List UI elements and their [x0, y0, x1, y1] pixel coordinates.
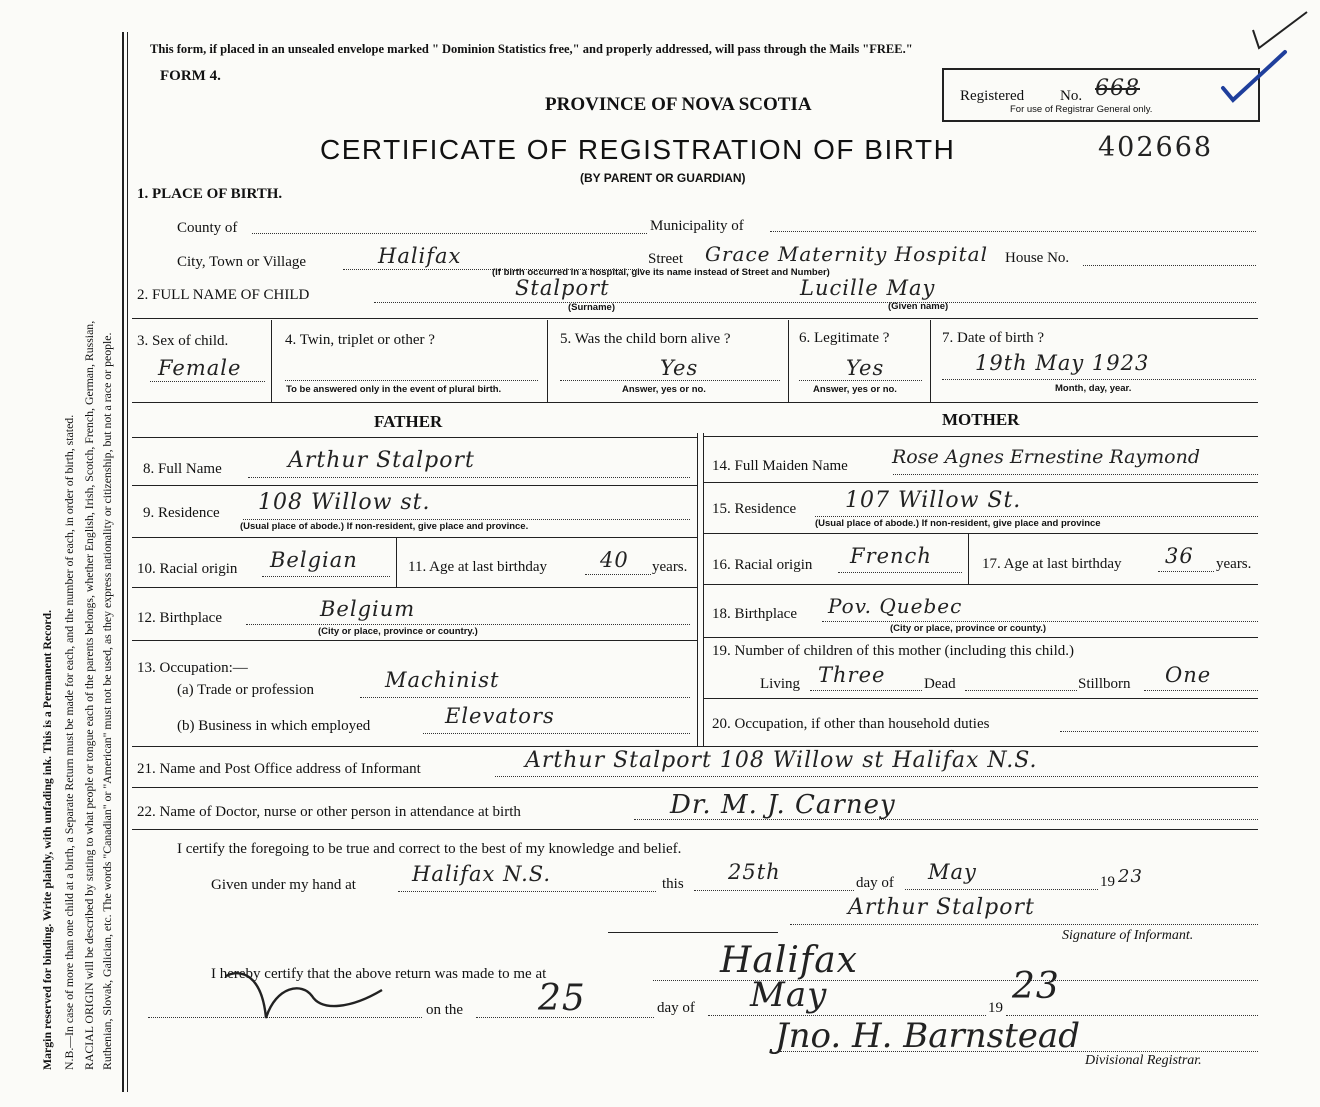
certify-statement: I certify the foregoing to be true and correct to the best of my knowledge and belief.	[177, 841, 682, 857]
divider-6-7	[930, 320, 931, 402]
informant-signature-line	[790, 924, 1258, 925]
child-surname: Stalport	[515, 276, 610, 300]
twin-line	[285, 380, 538, 381]
legitimate-label: 6. Legitimate ?	[799, 330, 890, 346]
day-of-value: May	[928, 860, 977, 884]
registered-number: 668	[1095, 76, 1140, 101]
twin-note: To be answered only in the event of plural birth.	[286, 384, 502, 395]
registrar-statement: I hereby certify that the above return was made to me at	[211, 966, 547, 982]
given-place-line	[398, 891, 656, 892]
mother-birthplace-caption: (City or place, province or county.)	[890, 623, 1047, 634]
rule-row-16	[703, 584, 1258, 585]
business-value: Elevators	[445, 704, 555, 728]
stillborn-value: One	[1165, 663, 1212, 687]
center-divider-b	[703, 433, 704, 746]
father-racial-line	[262, 576, 390, 577]
registrar-signature: Jno. H. Barnstead	[775, 1016, 1080, 1056]
on-the-label: on the	[426, 1002, 464, 1018]
date-of-birth-label: 7. Date of birth ?	[942, 330, 1045, 346]
dead-label: Dead	[924, 676, 956, 692]
registrar-day-of-label: day of	[657, 1000, 695, 1016]
mother-age-label: 17. Age at last birthday	[982, 556, 1122, 572]
rule-row-18	[703, 637, 1258, 638]
father-name-value: Arthur Stalport	[288, 448, 475, 473]
registrar-month-value: May	[750, 975, 828, 1015]
mother-occupation-label: 20. Occupation, if other than household duties	[712, 716, 990, 732]
living-label: Living	[760, 676, 800, 692]
divider-10-11	[396, 538, 397, 587]
rule-row-21	[132, 787, 1258, 788]
date-of-birth-caption: Month, day, year.	[1055, 383, 1132, 394]
mother-racial-value: French	[850, 544, 932, 568]
date-of-birth-line	[942, 379, 1256, 380]
binding-rule-1	[122, 32, 124, 1092]
informant-label: 21. Name and Post Office address of Informant	[137, 761, 421, 777]
year-value: 23	[1118, 866, 1143, 887]
living-value: Three	[818, 663, 886, 687]
surname-caption: (Surname)	[568, 302, 615, 313]
mother-birthplace-value: Pov. Quebec	[828, 594, 963, 618]
rule-row-10	[132, 587, 697, 588]
house-number-line	[1083, 265, 1256, 266]
registrar-year-value: 23	[1012, 966, 1060, 1007]
registrar-divider	[608, 932, 778, 933]
child-name-label: 2. FULL NAME OF CHILD	[137, 287, 310, 303]
father-residence-caption: (Usual place of abode.) If non-resident, give place and province.	[240, 521, 529, 532]
rule-row-19	[703, 698, 1258, 699]
father-racial-label: 10. Racial origin	[137, 561, 238, 577]
stillborn-line	[1144, 690, 1258, 691]
divider-3-4	[271, 320, 272, 402]
mother-residence-caption: (Usual place of abode.) If non-resident, give place and province	[815, 518, 1101, 529]
father-residence-line	[243, 519, 690, 520]
city-label: City, Town or Village	[177, 254, 307, 270]
this-label: this	[662, 876, 684, 892]
year-prefix: 19	[1100, 874, 1115, 890]
registrar-use-note: For use of Registrar General only.	[1010, 104, 1153, 115]
father-heading: FATHER	[374, 412, 443, 431]
checkmark-icon	[1215, 8, 1315, 108]
father-racial-value: Belgian	[270, 548, 358, 572]
born-alive-caption: Answer, yes or no.	[622, 384, 706, 395]
mother-heading: MOTHER	[942, 410, 1020, 429]
father-age-value: 40	[600, 548, 629, 572]
informant-line	[495, 776, 1258, 777]
stillborn-label: Stillborn	[1078, 676, 1131, 692]
street-value: Grace Maternity Hospital	[705, 242, 988, 266]
postal-note: This form, if placed in an unsealed envelope marked " Dominion Statistics free," and properly addressed, will pass through the Mails "FREE."	[150, 42, 913, 56]
municipality-line	[770, 231, 1256, 232]
municipality-label: Municipality of	[650, 218, 744, 234]
margin-note-binding: Margin reserved for binding. Write plainly, with unfading ink. This is a Permanent Record.	[40, 609, 54, 1070]
divider-4-5	[547, 320, 548, 402]
house-number-label: House No.	[1005, 250, 1070, 266]
divider-5-6	[788, 320, 789, 402]
informant-value: Arthur Stalport 108 Willow st Halifax N.S.	[525, 748, 1038, 773]
trade-label: (a) Trade or profession	[177, 682, 315, 698]
registered-no-label: No.	[1060, 88, 1083, 104]
binding-rule-2	[127, 32, 128, 1092]
father-age-label: 11. Age at last birthday	[408, 559, 547, 575]
county-label: County of	[177, 220, 238, 236]
city-value: Halifax	[378, 244, 462, 268]
rule-row-22	[132, 829, 1258, 830]
mother-name-label: 14. Full Maiden Name	[712, 458, 848, 474]
day-of-label: day of	[856, 875, 894, 891]
margin-note-multiple-births: N.B.—In case of more than one child at a birth, a Separate Return must be made for each, and the number of each, in order of birth, stated.	[62, 414, 76, 1070]
dead-line	[965, 690, 1077, 691]
registrar-caption: Divisional Registrar.	[1085, 1053, 1202, 1068]
given-place-value: Halifax N.S.	[412, 862, 552, 886]
informant-signature-caption: Signature of Informant.	[1062, 928, 1194, 943]
father-residence-label: 9. Residence	[143, 505, 220, 521]
mother-residence-line	[815, 516, 1258, 517]
registered-label: Registered	[960, 88, 1025, 104]
registrar-flourish-icon	[222, 966, 402, 1026]
trade-line	[360, 697, 690, 698]
sex-value: Female	[158, 356, 242, 380]
children-count-label: 19. Number of children of this mother (including this child.)	[712, 643, 1075, 659]
rule-row-13	[132, 746, 1258, 747]
mother-racial-label: 16. Racial origin	[712, 557, 813, 573]
mother-age-line	[1158, 571, 1214, 572]
mother-residence-label: 15. Residence	[712, 501, 797, 517]
born-alive-line	[560, 380, 780, 381]
given-under-hand-label: Given under my hand at	[211, 877, 356, 893]
occupation-label: 13. Occupation:—	[137, 660, 248, 676]
rule-row-3-top	[132, 318, 1258, 319]
rule-row-12	[132, 640, 697, 641]
registrar-place-value: Halifax	[720, 940, 858, 981]
rule-row-15	[703, 533, 1258, 534]
living-line	[810, 690, 922, 691]
father-years-label: years.	[652, 559, 688, 575]
date-of-birth-value: 19th May 1923	[975, 351, 1150, 375]
father-name-label: 8. Full Name	[143, 461, 222, 477]
rule-heading-mother	[703, 436, 1258, 437]
born-alive-label: 5. Was the child born alive ?	[560, 331, 731, 347]
rule-row-14	[703, 482, 1258, 483]
legitimate-line	[799, 380, 922, 381]
father-birthplace-label: 12. Birthplace	[137, 610, 222, 626]
day-of-line	[905, 889, 1098, 890]
county-line	[252, 233, 647, 234]
child-name-line	[374, 302, 1256, 303]
rule-row-8	[132, 485, 697, 486]
center-divider-a	[697, 433, 698, 746]
legitimate-value: Yes	[846, 356, 885, 380]
father-birthplace-caption: (City or place, province or country.)	[318, 626, 478, 637]
mother-occupation-line	[1060, 731, 1258, 732]
place-of-birth-heading: 1. PLACE OF BIRTH.	[137, 186, 283, 202]
business-label: (b) Business in which employed	[177, 718, 371, 734]
mother-birthplace-line	[822, 621, 1258, 622]
child-given-name: Lucille May	[800, 276, 936, 300]
doctor-label: 22. Name of Doctor, nurse or other person in attendance at birth	[137, 804, 521, 820]
province-heading: PROVINCE OF NOVA SCOTIA	[545, 94, 812, 115]
mother-name-value: Rose Agnes Ernestine Raymond	[892, 446, 1201, 468]
mother-name-line	[893, 474, 1258, 475]
twin-label: 4. Twin, triplet or other ?	[285, 332, 435, 348]
this-value: 25th	[728, 860, 781, 884]
margin-note-racial-origin-2: Ruthenian, Slovak, Galician, etc. The words "Canadian" or "American" must not be used, as they express nationality or citizenship, but not a race or people.	[100, 332, 114, 1070]
registrar-day-value: 25	[538, 978, 586, 1019]
divider-16-17	[968, 534, 969, 584]
certificate-title: CERTIFICATE OF REGISTRATION OF BIRTH	[320, 134, 956, 165]
given-name-caption: (Given name)	[888, 301, 949, 312]
trade-value: Machinist	[385, 668, 500, 692]
sex-line	[150, 381, 265, 382]
margin-note-racial-origin: RACIAL ORIGIN will be described by stating to what people or tongue each of the parents belongs, whether English, Irish, Scotch, French, German, Russian,	[82, 320, 96, 1070]
mother-age-value: 36	[1165, 544, 1194, 568]
rule-heading-father	[132, 437, 697, 438]
certificate-number: 402668	[1098, 132, 1214, 163]
mother-residence-value: 107 Willow St.	[845, 488, 1022, 513]
father-birthplace-value: Belgium	[320, 597, 416, 621]
father-birthplace-line	[246, 624, 690, 625]
business-line	[423, 733, 690, 734]
mother-birthplace-label: 18. Birthplace	[712, 606, 797, 622]
this-line	[694, 890, 854, 891]
rule-row-9	[132, 537, 697, 538]
mother-racial-line	[838, 572, 962, 573]
rule-parents-top	[132, 402, 1258, 403]
born-alive-value: Yes	[660, 356, 699, 380]
hospital-note: (If birth occurred in a hospital, give its name instead of Street and Number)	[492, 267, 830, 278]
legitimate-caption: Answer, yes or no.	[813, 384, 897, 395]
father-age-line	[585, 574, 651, 575]
father-name-line	[248, 477, 690, 478]
registrar-year-prefix: 19	[988, 1000, 1003, 1016]
doctor-value: Dr. M. J. Carney	[670, 790, 896, 820]
certificate-subtitle: (BY PARENT OR GUARDIAN)	[580, 171, 746, 185]
father-residence-value: 108 Willow st.	[258, 490, 431, 515]
mother-years-label: years.	[1216, 556, 1252, 572]
sex-label: 3. Sex of child.	[137, 333, 229, 349]
informant-signature: Arthur Stalport	[848, 895, 1035, 920]
form-number: FORM 4.	[160, 68, 221, 84]
street-label: Street	[648, 251, 683, 267]
